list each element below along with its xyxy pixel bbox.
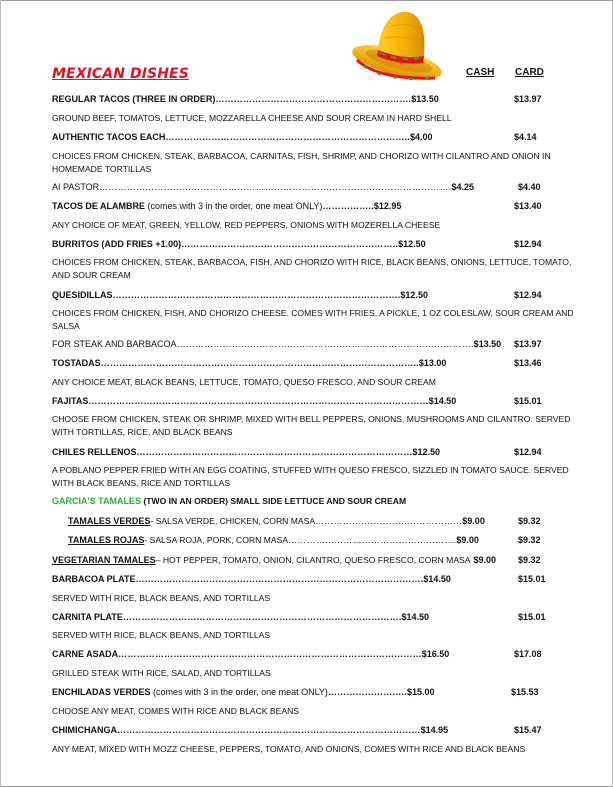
card-price: $15.01 xyxy=(518,612,546,622)
card-price: $9.32 xyxy=(518,555,541,565)
cash-price: $4.00 xyxy=(409,132,433,142)
item-name: TAMALES ROJAS xyxy=(68,535,145,545)
item-name: AUTHENTIC TACOS EACH xyxy=(52,132,166,142)
cash-price: $12.50 xyxy=(400,290,428,300)
item-description: GRILLED STEAK WITH RICE, SALAD, AND TORTILLAS xyxy=(52,668,271,678)
item-description: CHOOSE ANY MEAT, COMES WITH RICE AND BLACK BEANS xyxy=(52,706,300,716)
card-column-header: CARD xyxy=(515,67,544,78)
menu-item xyxy=(52,199,401,214)
leader-dots: …………………………………………………………….. xyxy=(181,239,399,249)
leader-dots: ………………………………………………………. xyxy=(215,94,412,104)
item-description: ANY CHOICE OF MEAT, GREEN, YELLOW, RED PEPPERS, ONIONS WITH MOZERELLA CHEESE xyxy=(52,220,441,230)
item-name: VEGETARIAN TAMALES xyxy=(52,555,156,565)
menu-item xyxy=(68,533,479,548)
leader-dots: …………………….. xyxy=(327,687,407,697)
item-name: CARNE ASADA xyxy=(52,649,119,659)
leader-dots: ………………………………………………………………………………. xyxy=(122,612,402,622)
card-price: $4.40 xyxy=(518,182,541,192)
cash-price: $13.50 xyxy=(411,94,439,104)
menu-item xyxy=(52,237,426,252)
item-description: ANY MEAT, MIXED WITH MOZZ CHEESE, PEPPERS, TOMATO, AND ONIONS, COMES WITH RICE AND BLACK BEANS xyxy=(52,744,526,754)
leader-dots: …………………………………………………………………………………. xyxy=(112,290,401,300)
item-name: GARCIA'S TAMALES xyxy=(52,496,141,506)
item-note: (comes with 3 in the order, one meat ONLY) xyxy=(150,687,328,697)
item-description: CHOICES FROM CHICKEN, FISH, AND CHORIZO CHEESE. COMES WITH FRIES, A PICKLE, 1 OZ COLESLAW, SOUR CREAM AND SALSA xyxy=(52,308,574,331)
cash-price: $4.25 xyxy=(451,182,475,192)
leader-dots: …………………………………………………………………………………. xyxy=(135,574,424,584)
page-border xyxy=(0,0,1,787)
item-description: ANY CHOICE MEAT, BLACK BEANS, LETTUCE, TOMATO, QUESO FRESCO, AND SOUR CREAM xyxy=(52,377,436,387)
card-price: $15.53 xyxy=(511,687,539,697)
card-price: $15.01 xyxy=(514,396,542,406)
card-price: $12.94 xyxy=(514,447,542,457)
cash-price: $14.50 xyxy=(423,574,451,584)
card-price: $15.47 xyxy=(514,725,542,735)
card-price: $17.08 xyxy=(514,649,542,659)
menu-item xyxy=(52,685,434,700)
card-price: $9.32 xyxy=(518,516,541,526)
item-name: BURRITOS (ADD FRIES +1.00) xyxy=(52,239,182,249)
item-name: REGULAR TACOS (THREE IN ORDER) xyxy=(52,94,216,104)
menu-item xyxy=(52,180,474,195)
card-price: $12.94 xyxy=(514,290,542,300)
cash-price: $9.00 xyxy=(473,555,497,565)
item-name: QUESIDILLAS xyxy=(52,290,113,300)
menu-item xyxy=(52,130,432,145)
card-price: $13.97 xyxy=(514,94,542,104)
cash-price: $14.95 xyxy=(420,725,449,735)
menu-item xyxy=(52,337,501,352)
cash-price: $12.50 xyxy=(398,239,426,249)
item-name: CHILES RELLENOS xyxy=(52,447,137,457)
item-note: (comes with 3 in the order, one meat ONLY) xyxy=(145,201,323,211)
sombrero-icon xyxy=(347,4,447,84)
card-price: $13.46 xyxy=(514,358,542,368)
menu-item xyxy=(52,610,429,625)
cash-price: $12.50 xyxy=(412,447,441,457)
leader-dots: ……………………………………………………………………………………… xyxy=(118,649,422,659)
item-name: TACOS DE ALAMBRE xyxy=(52,201,145,211)
cash-price: $15.00 xyxy=(406,687,435,697)
item-note: (TWO IN AN ORDER) SMALL SIDE LETTUCE AND SOUR CREAM xyxy=(140,496,407,506)
item-name: TOSTADAS xyxy=(52,358,101,368)
item-name: CARNITA PLATE xyxy=(52,612,123,622)
item-name: CHIMICHANGA xyxy=(52,725,117,735)
page-title: MEXICAN DISHES xyxy=(52,66,189,82)
item-detail: - SALSA ROJA, PORK, CORN MASA xyxy=(144,535,289,545)
cash-price: $16.50 xyxy=(421,649,450,659)
leader-dots: …………….. xyxy=(322,201,374,211)
item-name: TAMALES VERDES xyxy=(68,516,151,526)
menu-item xyxy=(52,92,439,107)
leader-dots: …………………………………………………………………….. xyxy=(165,132,410,142)
leader-dots: ………………………………………………. xyxy=(288,535,457,545)
cash-price: $13.00 xyxy=(418,358,447,368)
menu-item xyxy=(52,356,446,371)
menu-item xyxy=(52,647,449,662)
item-name: FOR STEAK AND BARBACOA xyxy=(52,339,177,349)
cash-price: $12.95 xyxy=(373,201,402,211)
cash-price: $13.50 xyxy=(473,339,502,349)
cash-price: $9.00 xyxy=(456,535,479,545)
item-description: CHOICES FROM CHICKEN, STEAK, BARBACOA, FISH, AND CHORIZO WITH RICE, BLACK BEANS, ONIONS, LETTUCE, TOMATO, AND SOUR CREAM xyxy=(52,257,572,280)
leader-dots: ………………………………………… xyxy=(315,516,463,526)
leader-dots: ………………………………………………………………………………………….. xyxy=(100,358,419,368)
item-description: GROUND BEEF, TOMATOS, LETTUCE, MOZZARELLA CHEESE AND SOUR CREAM IN HARD SHELL xyxy=(52,113,452,123)
item-description: CHOICES FROM CHICKEN, STEAK, BARBACOA, CARNITAS, FISH, SHRIMP, AND CHORIZO WITH CILANTRO AND ONION IN HOMEMADE TORTILLAS xyxy=(52,151,551,174)
item-description: SERVED WITH RICE, BLACK BEANS, AND TORTILLAS xyxy=(52,593,271,603)
menu-item xyxy=(52,553,496,568)
item-detail: - SALSA VERDE, CHICKEN, CORN MASA xyxy=(150,516,316,526)
item-name: AI PASTOR xyxy=(52,182,100,192)
leader-dots: ………………………………………………………………………………………………… xyxy=(88,396,429,406)
item-detail: – HOT PEPPER, TOMATO, ONION, CILANTRO, QUESO FRESCO, CORN MASA xyxy=(155,555,471,565)
card-price: $13.97 xyxy=(514,339,542,349)
page-border xyxy=(0,0,613,1)
card-price: $15.01 xyxy=(518,574,546,584)
cash-column-header: CASH xyxy=(466,67,495,78)
cash-price: $14.50 xyxy=(428,396,457,406)
cash-price: $14.50 xyxy=(401,612,430,622)
leader-dots: ……………………………………………………………………………………………………. xyxy=(99,182,452,192)
menu-item xyxy=(52,288,428,303)
card-price: $9.32 xyxy=(518,535,541,545)
item-description: CHOOSE FROM CHICKEN, STEAK OR SHRIMP, MIXED WITH BELL PEPPERS, ONIONS, MUSHROOMS AND CILANTRO. SERVED WITH TORTILLAS, RICE, AND BLACK BEANS xyxy=(52,414,571,437)
leader-dots: ……………………………………………………………………………………. xyxy=(176,339,474,349)
card-price: $13.40 xyxy=(514,201,542,211)
tamales-header xyxy=(52,494,406,509)
menu-item xyxy=(52,572,451,587)
item-name: FAJITAS xyxy=(52,396,89,406)
leader-dots: ……………………………………………………………………………………… xyxy=(117,725,421,735)
cash-price: $9.00 xyxy=(462,516,485,526)
item-description: SERVED WITH RICE, BLACK BEANS, AND TORTILLAS xyxy=(52,630,271,640)
card-price: $12.94 xyxy=(514,239,542,249)
menu-item xyxy=(52,445,440,460)
item-description: A POBLANO PEPPER FRIED WITH AN EGG COATING, STUFFED WITH QUESO FRESCO, SIZZLED IN TOMATO SAUCE. SERVED WITH BLACK BEANS, RICE AND TORTILLAS xyxy=(52,465,569,488)
card-price: $4.14 xyxy=(514,132,537,142)
menu-item xyxy=(68,514,485,529)
menu-item xyxy=(52,394,456,409)
item-name: BARBACOA PLATE xyxy=(52,574,136,584)
menu-item xyxy=(52,723,448,738)
item-name: ENCHILADAS VERDES xyxy=(52,687,151,697)
leader-dots: ……………………………………………………………………………… xyxy=(136,447,413,457)
